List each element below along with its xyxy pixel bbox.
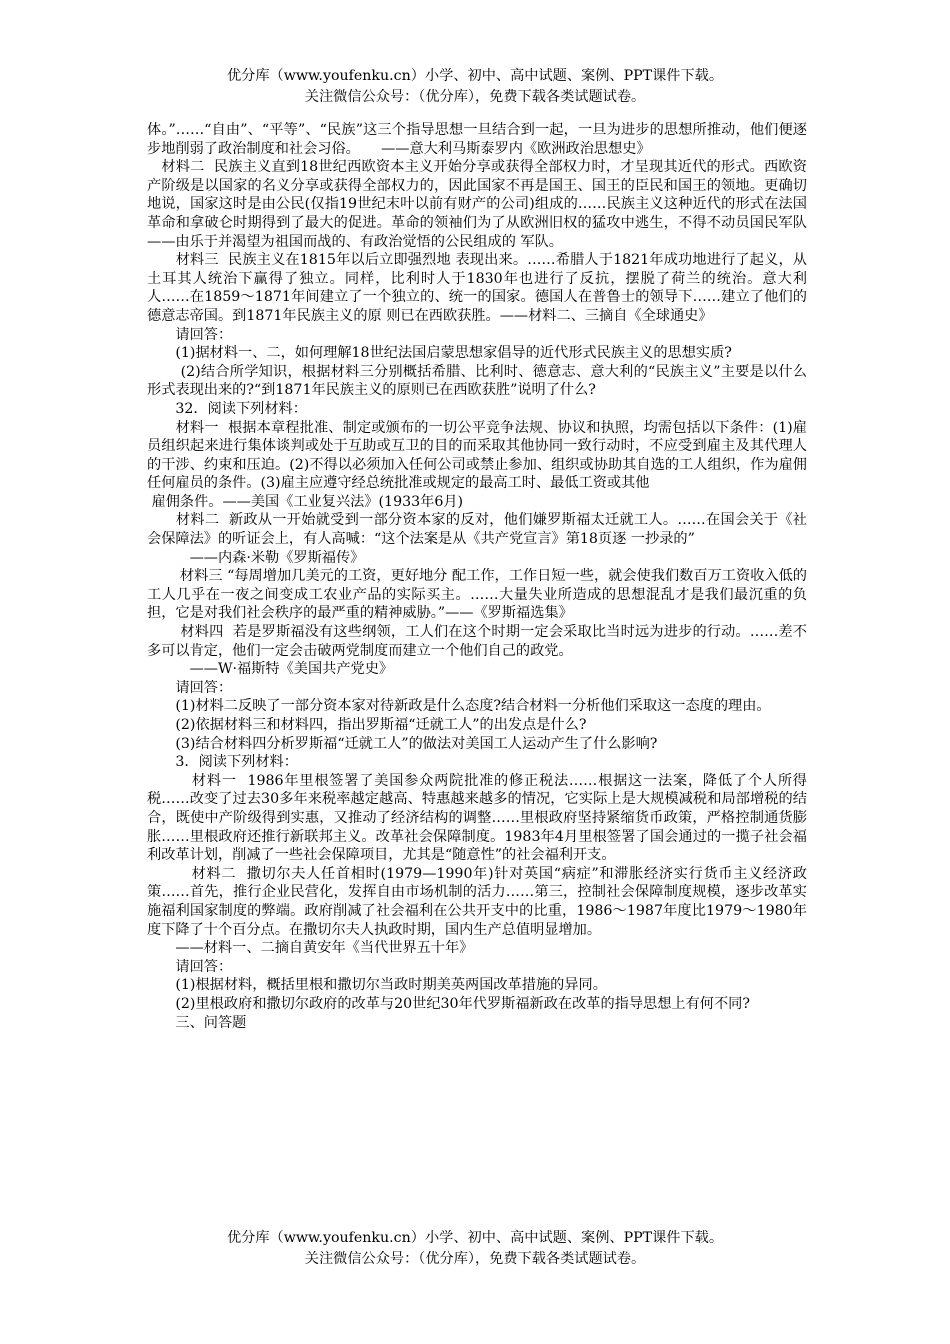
- footer-line-1: 优分库（www.youfenku.cn）小学、初中、高中试题、案例、PPT课件下载。: [226, 1230, 724, 1246]
- paragraph: 3．阅读下列材料：: [147, 754, 298, 771]
- paragraph: ——W·福斯特《美国共产党史》: [147, 661, 394, 678]
- paragraph: ——材料一、二摘自黄安年《当代世界五十年》: [147, 940, 474, 957]
- paragraph: 请回答：: [147, 958, 233, 975]
- paragraph: 体。”……“自由”、“平等”、“民族”这三个指导思想一旦结合到一起，一旦为进步的思想所推动，他们便逐步地削弱了政治制度和社会习俗。 ——意大利马斯泰罗内《欧洲政治思想史》: [147, 122, 807, 157]
- paragraph: 材料三 “每周增加几美元的工资，更好地分 配工作，工作日短一些，就会使我们数百万工资收入低的工人几乎在一夜之间变成工农业产品的实际买主。……大量失业所造成的思想混乱才是我们最沉重的负担，它是对我们社会秩序的最严重的精神威胁。”——《罗斯福选集》: [147, 568, 807, 622]
- paragraph: (2)里根政府和撒切尔政府的改革与20世纪30年代罗斯福新政在改革的指导思想上有何不同?: [147, 995, 750, 1012]
- paragraph: (2)结合所学知识，根据材料三分别概括希腊、比利时、德意志、意大利的“民族主义”主要是以什么形式表现出来的?“到1871年民族主义的原则已在西欧获胜”说明了什么?: [147, 363, 807, 399]
- document-body: [147, 121, 807, 1032]
- paragraph: 请回答：: [147, 326, 233, 343]
- paragraph: 材料一 根据本章程批准、制定或颁布的一切公平竞争法规、协议和执照，均需包括以下条件：(1)雇员组织起来进行集体谈判或处于互助或互卫的目的而采取其他协同一致行动时，不应受到雇主及其代理人的干涉、约束和压迫。(2)不得以必须加入任何公司或禁止参加、组织或协助其自选的工人组织，作为雇佣任何雇员的条件。(3)雇主应遵守经总统批准或规定的最高工时、最低工资或其他: [147, 419, 807, 492]
- footer-line-2: 关注微信公众号：（优分库），免费下载各类试题试卷。: [304, 1251, 646, 1267]
- paragraph: (1)根据材料，概括里根和撒切尔当政时期美英两国改革措施的异同。: [147, 977, 607, 994]
- paragraph: 雇佣条件。——美国《工业复兴法》(1933年6月): [147, 493, 464, 510]
- paragraph: 请回答：: [147, 679, 233, 696]
- header-line-2: 关注微信公众号：（优分库），免费下载各类试题试卷。: [304, 89, 646, 105]
- paragraph: 材料二 新政从一开始就受到一部分资本家的反对，他们嫌罗斯福太迁就工人。……在国会关于《社会保障法》的听证会上，有人高喊：“这个法案是从《共产党宣言》第18页逐 一抄录的”: [147, 512, 807, 548]
- paragraph: (1)材料二反映了一部分资本家对待新政是什么态度?结合材料一分析他们采取这一态度的理由。: [147, 698, 771, 715]
- paragraph: 32．阅读下列材料：: [147, 400, 307, 417]
- paragraph: 材料三 民族主义在1815年以后立即强烈地 表现出来。……希腊人于1821年成功地进行了起义，从土耳其人统治下赢得了独立。同样，比利时人于1830年也进行了反抗，摆脱了荷兰的统治。意大利人……在1859～1871年间建立了一个独立的、统一的国家。德国人在普鲁士的领导下……建立了他们的德意志帝国。到1871年民族主义的原 则已在西欧获胜。——材料二、三摘自《全球通史》: [147, 252, 807, 324]
- page-header: [0, 66, 950, 108]
- page-footer: [0, 1228, 950, 1270]
- paragraph: ——内森·米勒《罗斯福传》: [147, 549, 365, 566]
- paragraph: 材料一 1986年里根签署了美国参众两院批准的修正税法……根据这一法案，降低了个人所得税……改变了过去30多年来税率越定越高、特惠越来越多的情况，它实际上是大规模减税和局部增税的结合，既使中产阶级得到实惠，又推动了经济结构的调整……里根政府坚持紧缩货币政策，严格控制通货膨胀……里根政府还推行新联邦主义。改革社会保障制度。1983年4月里根签署了国会通过的一揽子社会福利改革计划，削减了一些社会保障项目，尤其是“随意性”的社会福利开支。: [147, 772, 807, 864]
- paragraph: (1)据材料一、二，如何理解18世纪法国启蒙思想家倡导的近代形式民族主义的思想实质?: [147, 345, 732, 362]
- paragraph: 材料二 民族主义直到18世纪西欧资本主义开始分享或获得全部权力时，才呈现其近代的形式。西欧资产阶级是以国家的名义分享或获得全部权力的，因此国家不再是国王、国王的臣民和国王的领地。更确切地说，国家这时是由公民(仅指19世纪末叶以前有财产的公司)组成的……民族主义这种近代的形式在法国革命和拿破仑时期得到了最大的促进。革命的领袖们为了从欧洲旧权的猛攻中逃生，不得不动员国民军队——由乐于并渴望为祖国而战的、有政治觉悟的公民组成的 军队。: [147, 159, 807, 250]
- paragraph: 材料二 撒切尔夫人任首相时(1979—1990年)针对英国“病症”和滞胀经济实行货币主义经济政策……首先，推行企业民营化，发挥自由市场机制的活力……第三，控制社会保障制度规模，逐步改革实施福利国家制度的弊端。政府削减了社会福利在公共开支中的比重，1986～1987年度比1979～1980年度下降了十个百分点。在撒切尔夫人执政时期，国内生产总值明显增加。: [147, 865, 807, 938]
- header-line-1: 优分库（www.youfenku.cn）小学、初中、高中试题、案例、PPT课件下载。: [226, 68, 724, 84]
- paragraph: (2)依据材料三和材料四，指出罗斯福“迁就工人”的出发点是什么?: [147, 717, 587, 733]
- paragraph: (3)结合材料四分析罗斯福“迁就工人”的做法对美国工人运动产生了什么影响?: [147, 735, 658, 752]
- paragraph: 三、问答题: [147, 1014, 247, 1031]
- paragraph: 材料四 若是罗斯福没有这些纲领，工人们在这个时期一定会采取比当时远为进步的行动。……差不多可以肯定，他们一定会击破两党制度而建立一个他们自己的政党。: [147, 624, 807, 659]
